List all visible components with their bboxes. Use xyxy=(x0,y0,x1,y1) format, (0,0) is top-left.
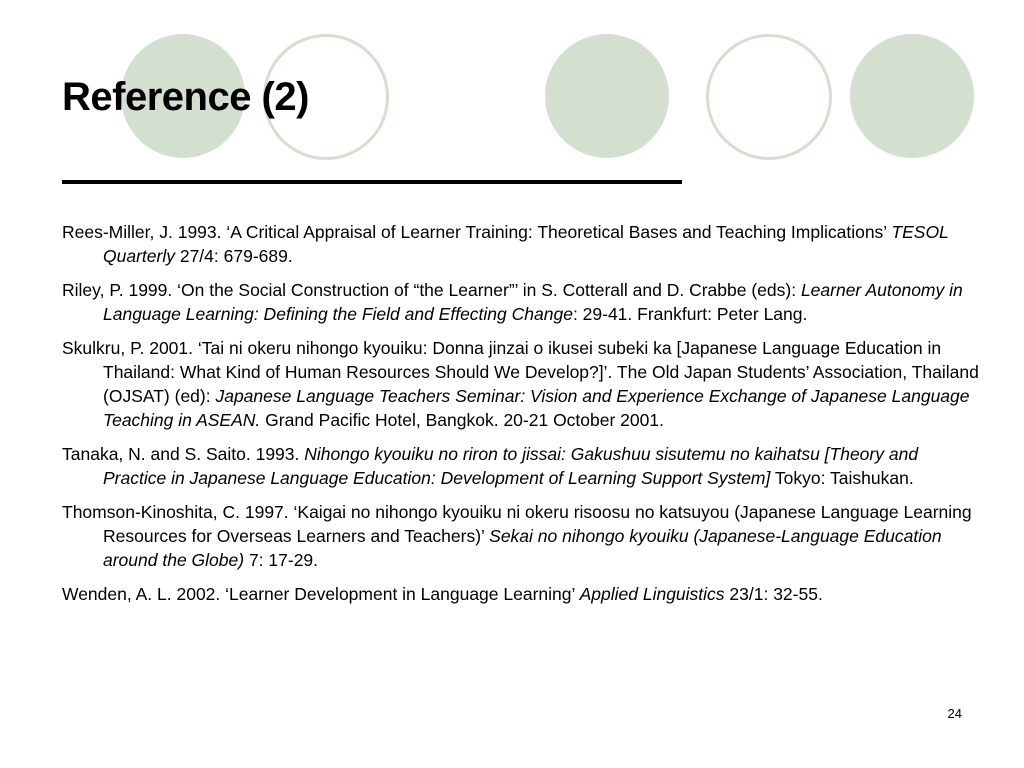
reference-item xyxy=(62,442,982,490)
decorative-circle-filled xyxy=(850,34,974,158)
reference-italic-title: Learner Autonomy in Language Learning: Defining the Field and Effecting Change xyxy=(103,280,963,324)
reference-list xyxy=(62,220,982,616)
slide-title: Reference (2) xyxy=(62,75,309,119)
reference-item xyxy=(62,278,982,326)
reference-italic-title: Nihongo kyouiku no riron to jissai: Gakushuu sisutemu no kaihatsu [Theory and Practice in Japanese Language Education: Development of Learning Support System] xyxy=(103,444,919,488)
reference-italic-title: Applied Linguistics xyxy=(579,584,725,604)
reference-text: Skulkru, P. 2001. ‘Tai ni okeru nihongo kyouiku: Donna jinzai o ikusei subeki ka [Japanese Language Education in Thailand: What Kind of Human Resources Should We Develop?]’. The Old Japan Students’ Association, Thailand (OJSAT) (ed): xyxy=(62,338,979,406)
page-number: 24 xyxy=(947,706,962,721)
reference-text: 23/1: 32-55. xyxy=(724,584,823,604)
reference-text: Tokyo: Taishukan. xyxy=(770,468,914,488)
reference-item xyxy=(62,220,982,268)
reference-item xyxy=(62,500,982,572)
reference-item xyxy=(62,582,982,606)
reference-italic-title: TESOL Quarterly xyxy=(103,222,949,266)
reference-text: Grand Pacific Hotel, Bangkok. 20-21 October 2001. xyxy=(260,410,664,430)
reference-text: Rees-Miller, J. 1993. ‘A Critical Appraisal of Learner Training: Theoretical Bases and Teaching Implications’ xyxy=(62,222,892,242)
decorative-circle-ring xyxy=(706,34,832,160)
reference-italic-title: Japanese Language Teachers Seminar: Vision and Experience Exchange of Japanese Language Teaching in ASEAN. xyxy=(103,386,970,430)
reference-text: : 29-41. Frankfurt: Peter Lang. xyxy=(572,304,808,324)
title-underline xyxy=(62,180,682,184)
reference-text: 27/4: 679-689. xyxy=(174,246,293,266)
reference-text: Riley, P. 1999. ‘On the Social Construction of “the Learner”’ in S. Cotterall and D. Crabbe (eds): xyxy=(62,280,801,300)
reference-text: Wenden, A. L. 2002. ‘Learner Development in Language Learning’ xyxy=(62,584,580,604)
reference-italic-title: Sekai no nihongo kyouiku (Japanese-Language Education around the Globe) xyxy=(103,526,942,570)
decorative-circle-filled xyxy=(545,34,669,158)
reference-text: 7: 17-29. xyxy=(244,550,319,570)
reference-item xyxy=(62,336,982,432)
reference-text: Tanaka, N. and S. Saito. 1993. xyxy=(62,444,305,464)
reference-text: Thomson-Kinoshita, C. 1997. ‘Kaigai no nihongo kyouiku ni okeru risoosu no katsuyou (Japanese Language Learning Resources for Overseas Learners and Teachers)’ xyxy=(62,502,972,546)
